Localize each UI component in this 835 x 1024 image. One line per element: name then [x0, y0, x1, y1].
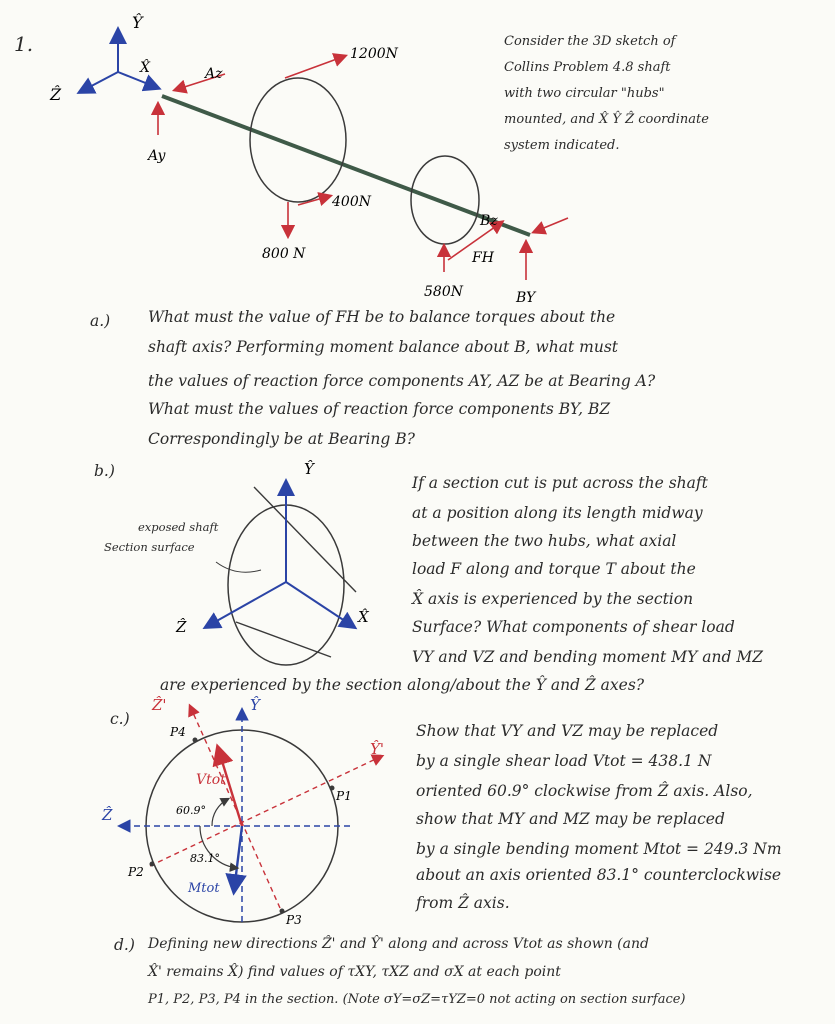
- force-1200-arrow: [285, 56, 345, 78]
- p3-label: P3: [286, 913, 302, 927]
- intro-line-5: system indicated.: [504, 138, 620, 153]
- part-c-line-3: oriented 60.9° clockwise from Ẑ axis. Also,: [416, 782, 753, 800]
- point-p4: [193, 738, 198, 743]
- mtot-arrow: [234, 826, 242, 891]
- p1-label: P1: [336, 789, 352, 803]
- part-a-label: a.): [90, 312, 111, 330]
- problem-number: 1.: [14, 32, 34, 56]
- part-b-line-1: If a section cut is put across the shaft: [412, 474, 708, 492]
- shaft-edge-bottom: [236, 622, 331, 657]
- y-hat-label: Ŷ: [250, 696, 260, 714]
- bz-label: Bz: [480, 213, 498, 229]
- shaft: [162, 96, 530, 235]
- part-b-line-7: VY and VZ and bending moment MY and MZ: [412, 648, 763, 666]
- z-hat-label: Ẑ: [102, 806, 113, 824]
- z-prime-label: Ẑ': [152, 696, 167, 714]
- vtot-label: Vtot: [196, 772, 226, 788]
- shaft-figure: [40, 0, 536, 310]
- section-surface-label: Section surface: [104, 540, 195, 554]
- exposed-shaft-label: exposed shaft: [138, 520, 219, 534]
- part-b-label: b.): [94, 462, 115, 480]
- part-b-line-full: are experienced by the section along/about the Ŷ and Ẑ axes?: [160, 676, 645, 694]
- fh-label: FH: [472, 250, 494, 266]
- axis-x-label: X̂: [140, 60, 150, 76]
- b-axis-y-label: Ŷ: [304, 460, 314, 478]
- hub-large: [250, 78, 346, 202]
- part-a-line-2: shaft axis? Performing moment balance about B, what must: [148, 338, 619, 356]
- force-800-label: 800 N: [262, 246, 306, 262]
- b-axis-x-label: X̂: [358, 608, 369, 626]
- axis-y-label: Ŷ: [132, 13, 143, 32]
- b-axis-z-label: Ẑ: [176, 618, 187, 636]
- point-p2: [150, 862, 155, 867]
- p2-label: P2: [128, 865, 144, 879]
- part-c-line-7: from Ẑ axis.: [416, 894, 510, 912]
- part-d-line-3: P1, P2, P3, P4 in the section. (Note σY=σZ=τYZ=0 not acting on section surface): [148, 992, 686, 1007]
- intro-line-2: Collins Problem 4.8 shaft: [504, 60, 671, 75]
- part-b-line-3: between the two hubs, what axial: [412, 532, 677, 550]
- intro-line-1: Consider the 3D sketch of: [504, 34, 676, 49]
- part-a-line-3: the values of reaction force components AY, AZ be at Bearing A?: [148, 372, 656, 390]
- part-b-line-2: at a position along its length midway: [412, 504, 703, 522]
- bz-arrow: [534, 218, 568, 232]
- part-c-line-6: about an axis oriented 83.1° counterclockwise: [416, 866, 782, 884]
- section-figure-c: [100, 696, 405, 926]
- b-axis-z: [206, 582, 286, 627]
- mtot-label: Mtot: [188, 881, 220, 896]
- part-c-line-5: by a single bending moment Mtot = 249.3 Nm: [416, 840, 782, 858]
- intro-line-4: mounted, and X̂ Ŷ Ẑ coordinate: [504, 112, 709, 127]
- part-c-label: c.): [110, 710, 130, 728]
- angle-arc-1: [212, 799, 228, 826]
- part-c-line-2: by a single shear load Vtot = 438.1 N: [416, 752, 712, 770]
- hub-small: [411, 156, 479, 244]
- part-a-line-1: What must the value of FH be to balance torques about the: [148, 308, 616, 326]
- angle-2-label: 83.1°: [190, 852, 220, 865]
- part-b-line-4: load F along and torque T about the: [412, 560, 696, 578]
- part-c-line-1: Show that VY and VZ may be replaced: [416, 722, 719, 740]
- axis-z-label: Ẑ: [50, 85, 62, 104]
- force-400-label: 400N: [332, 194, 371, 210]
- part-a-line-5: Correspondingly be at Bearing B?: [148, 430, 415, 448]
- part-d-line-1: Defining new directions Ẑ' and Ŷ' along and across Vtot as shown (and: [148, 936, 649, 952]
- angle-1-label: 60.9°: [176, 804, 206, 817]
- part-c-line-4: show that MY and MZ may be replaced: [416, 810, 725, 828]
- p4-label: P4: [170, 725, 186, 739]
- part-d-label: d.): [114, 936, 135, 954]
- part-d-line-2: X̂' remains X̂) find values of τXY, τXZ and σX at each point: [148, 964, 561, 980]
- point-p3: [280, 909, 285, 914]
- force-400-arrow: [298, 196, 330, 205]
- part-b-line-6: Surface? What components of shear load: [412, 618, 735, 636]
- y-prime-label: Ŷ': [370, 740, 385, 758]
- force-1200-label: 1200N: [350, 46, 398, 62]
- section-figure-b: [96, 452, 416, 677]
- point-p1: [330, 786, 335, 791]
- intro-line-3: with two circular "hubs": [504, 86, 665, 101]
- by-label: BY: [516, 290, 536, 306]
- shaft-edge-top: [254, 487, 356, 592]
- part-a-line-4: What must the values of reaction force components BY, BZ: [148, 400, 611, 418]
- az-label: Az: [205, 66, 223, 82]
- part-b-line-5: X̂ axis is experienced by the section: [412, 590, 694, 608]
- leader-line: [216, 562, 261, 572]
- ay-label: Ay: [148, 148, 166, 164]
- force-580-label: 580N: [424, 284, 463, 300]
